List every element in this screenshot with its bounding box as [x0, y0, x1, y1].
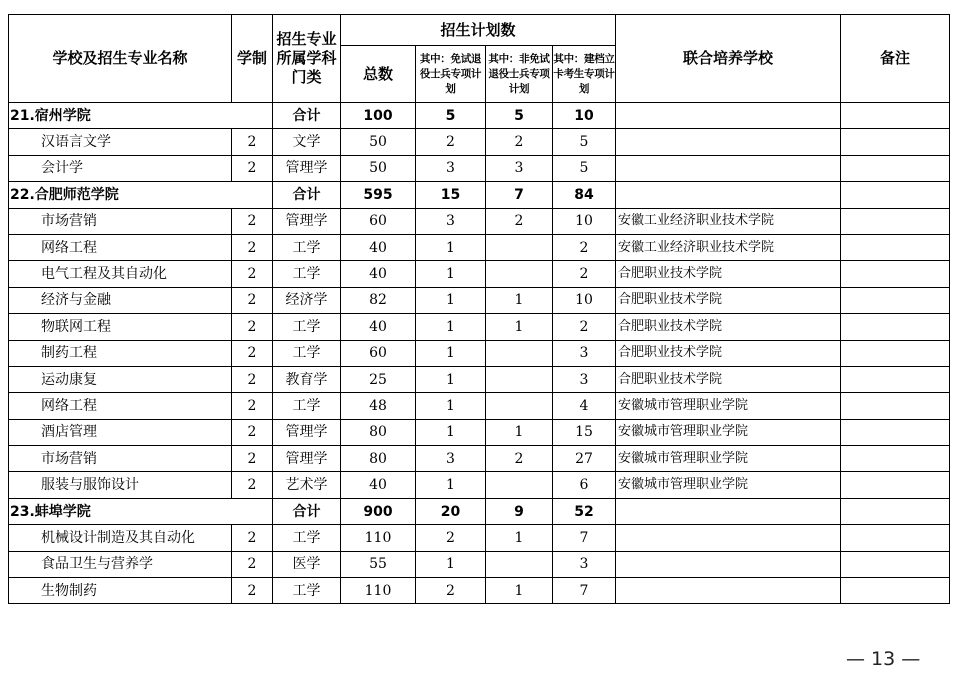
major-partner: 合肥职业技术学院	[616, 366, 841, 392]
major-years: 2	[232, 551, 273, 577]
school-non-exempt: 5	[486, 103, 553, 129]
major-note	[841, 393, 950, 419]
major-category: 文学	[273, 129, 341, 155]
enrollment-plan-table	[8, 14, 950, 604]
school-total-row	[9, 498, 950, 524]
major-poverty: 27	[553, 446, 616, 472]
school-total: 100	[341, 103, 416, 129]
major-poverty: 5	[553, 155, 616, 181]
major-note	[841, 366, 950, 392]
school-partner	[616, 498, 841, 524]
major-name: 汉语言文学	[9, 129, 232, 155]
major-total: 40	[341, 314, 416, 340]
school-note	[841, 103, 950, 129]
major-note	[841, 340, 950, 366]
major-years: 2	[232, 208, 273, 234]
major-years: 2	[232, 287, 273, 313]
major-row	[9, 578, 950, 604]
major-non-exempt: 1	[486, 314, 553, 340]
major-partner	[616, 578, 841, 604]
major-name: 运动康复	[9, 366, 232, 392]
major-partner: 合肥职业技术学院	[616, 314, 841, 340]
major-name: 制药工程	[9, 340, 232, 366]
major-non-exempt: 2	[486, 129, 553, 155]
major-note	[841, 419, 950, 445]
major-poverty: 2	[553, 314, 616, 340]
major-years: 2	[232, 525, 273, 551]
major-name: 市场营销	[9, 208, 232, 234]
major-row	[9, 234, 950, 260]
major-name: 机械设计制造及其自动化	[9, 525, 232, 551]
major-partner	[616, 155, 841, 181]
school-note	[841, 182, 950, 208]
major-exempt: 1	[416, 340, 486, 366]
major-poverty: 3	[553, 366, 616, 392]
major-total: 40	[341, 472, 416, 498]
major-category: 工学	[273, 234, 341, 260]
major-total: 80	[341, 446, 416, 472]
major-row	[9, 287, 950, 313]
major-partner: 安徽城市管理职业学院	[616, 393, 841, 419]
major-note	[841, 155, 950, 181]
major-category: 工学	[273, 525, 341, 551]
major-name: 市场营销	[9, 446, 232, 472]
major-non-exempt	[486, 366, 553, 392]
major-row	[9, 314, 950, 340]
school-partner	[616, 103, 841, 129]
major-note	[841, 261, 950, 287]
major-category: 管理学	[273, 446, 341, 472]
major-years: 2	[232, 578, 273, 604]
major-non-exempt: 3	[486, 155, 553, 181]
school-non-exempt: 9	[486, 498, 553, 524]
header-partner: 联合培养学校	[616, 15, 841, 103]
school-category: 合计	[273, 498, 341, 524]
school-note	[841, 498, 950, 524]
major-total: 60	[341, 340, 416, 366]
header-total: 总数	[341, 46, 416, 103]
school-partner	[616, 182, 841, 208]
school-name: 22.合肥师范学院	[9, 182, 273, 208]
major-note	[841, 551, 950, 577]
major-category: 艺术学	[273, 472, 341, 498]
major-note	[841, 208, 950, 234]
major-partner: 安徽城市管理职业学院	[616, 419, 841, 445]
major-category: 经济学	[273, 287, 341, 313]
major-category: 工学	[273, 393, 341, 419]
major-poverty: 10	[553, 208, 616, 234]
major-category: 工学	[273, 578, 341, 604]
major-exempt: 2	[416, 525, 486, 551]
header-name: 学校及招生专业名称	[9, 15, 232, 103]
major-non-exempt: 2	[486, 446, 553, 472]
major-non-exempt	[486, 340, 553, 366]
major-poverty: 3	[553, 340, 616, 366]
major-non-exempt	[486, 393, 553, 419]
school-exempt: 15	[416, 182, 486, 208]
major-exempt: 1	[416, 287, 486, 313]
major-note	[841, 446, 950, 472]
major-exempt: 2	[416, 578, 486, 604]
major-category: 教育学	[273, 366, 341, 392]
major-poverty: 3	[553, 551, 616, 577]
major-poverty: 7	[553, 525, 616, 551]
major-years: 2	[232, 234, 273, 260]
school-poverty: 52	[553, 498, 616, 524]
major-exempt: 1	[416, 234, 486, 260]
major-row	[9, 155, 950, 181]
major-poverty: 10	[553, 287, 616, 313]
major-years: 2	[232, 419, 273, 445]
major-name: 网络工程	[9, 393, 232, 419]
major-total: 82	[341, 287, 416, 313]
header-non-exempt: 其中：非免试退役士兵专项计划	[486, 46, 553, 103]
school-poverty: 10	[553, 103, 616, 129]
major-partner: 安徽工业经济职业技术学院	[616, 208, 841, 234]
major-partner: 安徽工业经济职业技术学院	[616, 234, 841, 260]
major-total: 50	[341, 155, 416, 181]
major-partner: 安徽城市管理职业学院	[616, 446, 841, 472]
major-note	[841, 525, 950, 551]
school-category: 合计	[273, 182, 341, 208]
major-name: 食品卫生与营养学	[9, 551, 232, 577]
header-poverty: 其中：建档立卡考生专项计划	[553, 46, 616, 103]
major-category: 管理学	[273, 155, 341, 181]
major-note	[841, 472, 950, 498]
major-category: 管理学	[273, 419, 341, 445]
table-body	[9, 103, 950, 604]
major-row	[9, 551, 950, 577]
major-exempt: 1	[416, 366, 486, 392]
major-total: 48	[341, 393, 416, 419]
major-poverty: 5	[553, 129, 616, 155]
major-non-exempt: 1	[486, 419, 553, 445]
major-name: 电气工程及其自动化	[9, 261, 232, 287]
major-name: 网络工程	[9, 234, 232, 260]
major-name: 会计学	[9, 155, 232, 181]
major-years: 2	[232, 446, 273, 472]
major-years: 2	[232, 472, 273, 498]
school-total: 900	[341, 498, 416, 524]
major-category: 工学	[273, 261, 341, 287]
major-row	[9, 393, 950, 419]
major-years: 2	[232, 393, 273, 419]
major-row	[9, 472, 950, 498]
major-exempt: 1	[416, 314, 486, 340]
major-exempt: 1	[416, 419, 486, 445]
major-note	[841, 314, 950, 340]
major-non-exempt: 2	[486, 208, 553, 234]
major-row	[9, 366, 950, 392]
major-total: 40	[341, 261, 416, 287]
major-category: 工学	[273, 340, 341, 366]
header-plan: 招生计划数	[341, 15, 616, 46]
major-total: 50	[341, 129, 416, 155]
major-row	[9, 446, 950, 472]
major-note	[841, 578, 950, 604]
school-total-row	[9, 103, 950, 129]
major-exempt: 1	[416, 472, 486, 498]
header-note: 备注	[841, 15, 950, 103]
major-non-exempt	[486, 551, 553, 577]
major-years: 2	[232, 155, 273, 181]
major-note	[841, 287, 950, 313]
header-years: 学制	[232, 15, 273, 103]
major-total: 55	[341, 551, 416, 577]
major-poverty: 4	[553, 393, 616, 419]
major-row	[9, 208, 950, 234]
header-exempt: 其中：免试退役士兵专项计划	[416, 46, 486, 103]
major-partner	[616, 551, 841, 577]
major-non-exempt	[486, 261, 553, 287]
major-name: 物联网工程	[9, 314, 232, 340]
major-partner	[616, 129, 841, 155]
major-non-exempt: 1	[486, 578, 553, 604]
major-exempt: 1	[416, 261, 486, 287]
school-category: 合计	[273, 103, 341, 129]
major-row	[9, 419, 950, 445]
major-years: 2	[232, 366, 273, 392]
school-total-row	[9, 182, 950, 208]
table-header	[9, 15, 950, 103]
school-exempt: 20	[416, 498, 486, 524]
major-non-exempt	[486, 234, 553, 260]
major-poverty: 2	[553, 234, 616, 260]
major-partner: 安徽城市管理职业学院	[616, 472, 841, 498]
major-exempt: 3	[416, 155, 486, 181]
major-exempt: 3	[416, 446, 486, 472]
major-row	[9, 525, 950, 551]
major-total: 110	[341, 578, 416, 604]
major-exempt: 2	[416, 129, 486, 155]
major-name: 经济与金融	[9, 287, 232, 313]
major-category: 工学	[273, 314, 341, 340]
major-non-exempt	[486, 472, 553, 498]
header-category: 招生专业所属学科门类	[273, 15, 341, 103]
major-total: 25	[341, 366, 416, 392]
major-name: 服装与服饰设计	[9, 472, 232, 498]
page-number: — 13 —	[846, 648, 921, 670]
major-exempt: 1	[416, 393, 486, 419]
major-poverty: 7	[553, 578, 616, 604]
major-total: 110	[341, 525, 416, 551]
major-poverty: 6	[553, 472, 616, 498]
school-non-exempt: 7	[486, 182, 553, 208]
major-total: 60	[341, 208, 416, 234]
major-name: 酒店管理	[9, 419, 232, 445]
major-total: 40	[341, 234, 416, 260]
school-name: 23.蚌埠学院	[9, 498, 273, 524]
major-partner: 合肥职业技术学院	[616, 261, 841, 287]
major-years: 2	[232, 340, 273, 366]
major-non-exempt: 1	[486, 287, 553, 313]
major-partner	[616, 525, 841, 551]
school-name: 21.宿州学院	[9, 103, 273, 129]
major-poverty: 15	[553, 419, 616, 445]
major-years: 2	[232, 261, 273, 287]
school-total: 595	[341, 182, 416, 208]
major-poverty: 2	[553, 261, 616, 287]
major-partner: 合肥职业技术学院	[616, 340, 841, 366]
major-note	[841, 234, 950, 260]
major-category: 管理学	[273, 208, 341, 234]
major-note	[841, 129, 950, 155]
major-partner: 合肥职业技术学院	[616, 287, 841, 313]
major-category: 医学	[273, 551, 341, 577]
major-non-exempt: 1	[486, 525, 553, 551]
major-row	[9, 129, 950, 155]
school-exempt: 5	[416, 103, 486, 129]
major-exempt: 3	[416, 208, 486, 234]
major-row	[9, 261, 950, 287]
major-exempt: 1	[416, 551, 486, 577]
school-poverty: 84	[553, 182, 616, 208]
major-years: 2	[232, 314, 273, 340]
major-row	[9, 340, 950, 366]
major-name: 生物制药	[9, 578, 232, 604]
major-years: 2	[232, 129, 273, 155]
major-total: 80	[341, 419, 416, 445]
